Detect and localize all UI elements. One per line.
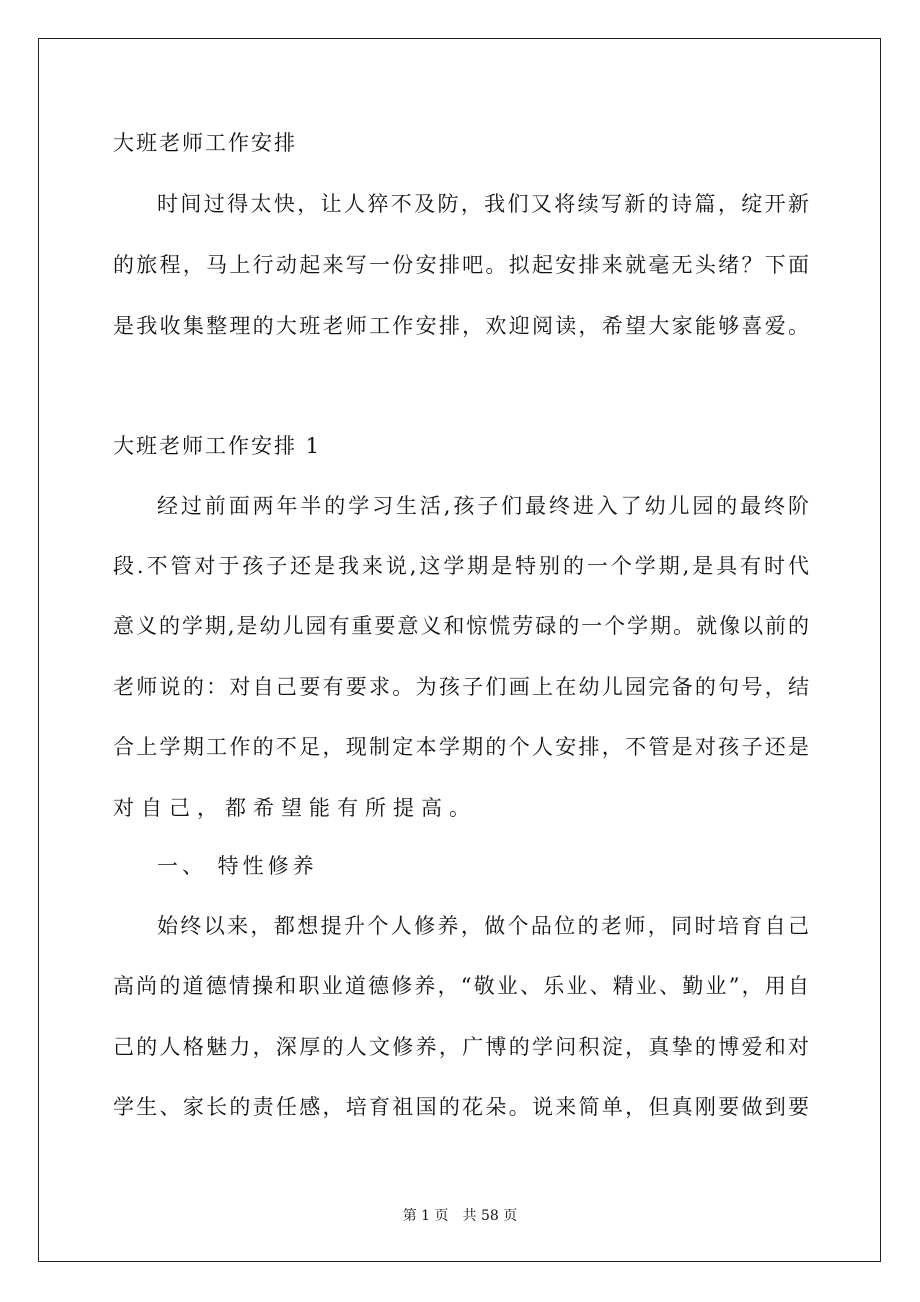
section-title: 大班老师工作安排 1 bbox=[113, 434, 322, 458]
intro-line: 是我收集整理的大班老师工作安排，欢迎阅读，希望大家能够喜爱。 bbox=[113, 314, 809, 338]
page-number: 第 1 页 共 58 页 bbox=[402, 1208, 518, 1224]
paragraph-line: 学生、家长的责任感，培育祖国的花朵。说来简单，但真刚要做到要 bbox=[113, 1095, 809, 1119]
paragraph-line: 始终以来，都想提升个人修养，做个品位的老师，同时培育自己 bbox=[157, 914, 809, 938]
intro-line: 的旅程，马上行动起来写一份安排吧。拟起安排来就毫无头绪？下面 bbox=[113, 253, 809, 277]
paragraph-line: 意义的学期,是幼儿园有重要意义和惊慌劳碌的一个学期。就像以前的 bbox=[113, 614, 809, 638]
intro-line: 时间过得太快，让人猝不及防，我们又将续写新的诗篇，绽开新 bbox=[157, 192, 809, 216]
paragraph-line: 己的人格魅力，深厚的人文修养，广博的学问积淀，真挚的博爱和对 bbox=[113, 1035, 809, 1059]
paragraph-line: 经过前面两年半的学习生活,孩子们最终进入了幼儿园的最终阶 bbox=[157, 494, 809, 518]
document-title: 大班老师工作安排 bbox=[113, 131, 297, 155]
paragraph-line: 段.不管对于孩子还是我来说,这学期是特别的一个学期,是具有时代 bbox=[113, 554, 809, 578]
paragraph-line: 对自己，都希望能有所提高。 bbox=[113, 796, 477, 820]
page-border bbox=[38, 38, 881, 1262]
paragraph-line: 高尚的道德情操和职业道德修养，“敬业、乐业、精业、勤业”，用自 bbox=[113, 974, 809, 998]
subheading: 一、 特性修养 bbox=[157, 854, 318, 878]
paragraph-line: 合上学期工作的不足，现制定本学期的个人安排，不管是对孩子还是 bbox=[113, 735, 809, 759]
paragraph-line: 老师说的：对自己要有要求。为孩子们画上在幼儿园完备的句号，结 bbox=[113, 675, 809, 699]
